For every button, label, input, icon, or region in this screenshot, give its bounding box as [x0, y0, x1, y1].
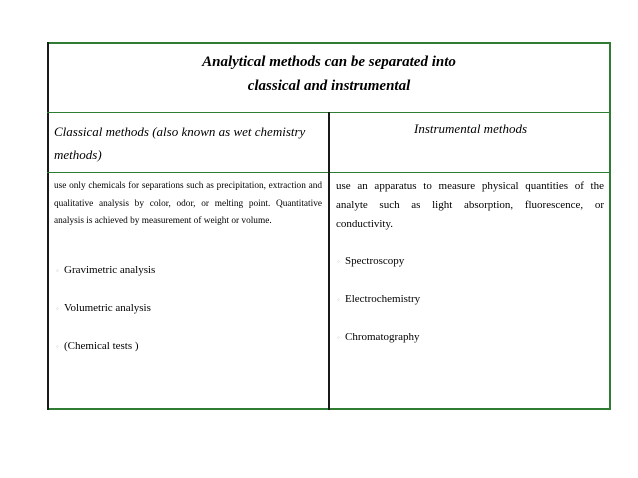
table-title — [47, 50, 611, 98]
bullet-icon: ◦ — [56, 266, 59, 275]
list-item-label: (Chemical tests ) — [64, 340, 139, 352]
title-line-2: classical and instrumental — [247, 78, 411, 94]
bullet-icon: ◦ — [337, 295, 340, 304]
bullet-icon: ◦ — [56, 304, 59, 313]
list-item — [56, 302, 151, 314]
table-border-top — [47, 42, 611, 44]
list-item — [337, 331, 420, 343]
list-item-label: Spectroscopy — [345, 255, 405, 267]
bullet-icon: ◦ — [337, 333, 340, 342]
bullet-icon: ◦ — [56, 342, 59, 351]
list-item-label: Gravimetric analysis — [64, 264, 156, 276]
list-item — [337, 255, 404, 267]
list-item — [56, 340, 139, 352]
column-divider — [328, 112, 330, 410]
classical-description: use only chemicals for separations such as precipitation, extraction and qualitative analysis by color, odor, or melting point. Quantitative analysis is achieved by measurement of weight or volume. — [54, 181, 322, 226]
title-line-1: Analytical methods can be separated into — [202, 54, 456, 70]
list-item — [56, 264, 155, 276]
bullet-icon: ◦ — [337, 257, 340, 266]
instrumental-header: Instrumental methods — [413, 121, 528, 136]
list-item-label: Volumetric analysis — [64, 302, 151, 314]
list-item-label: Electrochemistry — [345, 293, 421, 305]
instrumental-description: use an apparatus to measure physical quantities of the analyte such as light absorption, fluorescence, or conductivity. — [336, 180, 604, 230]
list-item — [337, 293, 420, 305]
list-item-label: Chromatography — [345, 331, 420, 343]
classical-header: Classical methods (also known as wet chemistry methods) — [54, 124, 306, 162]
